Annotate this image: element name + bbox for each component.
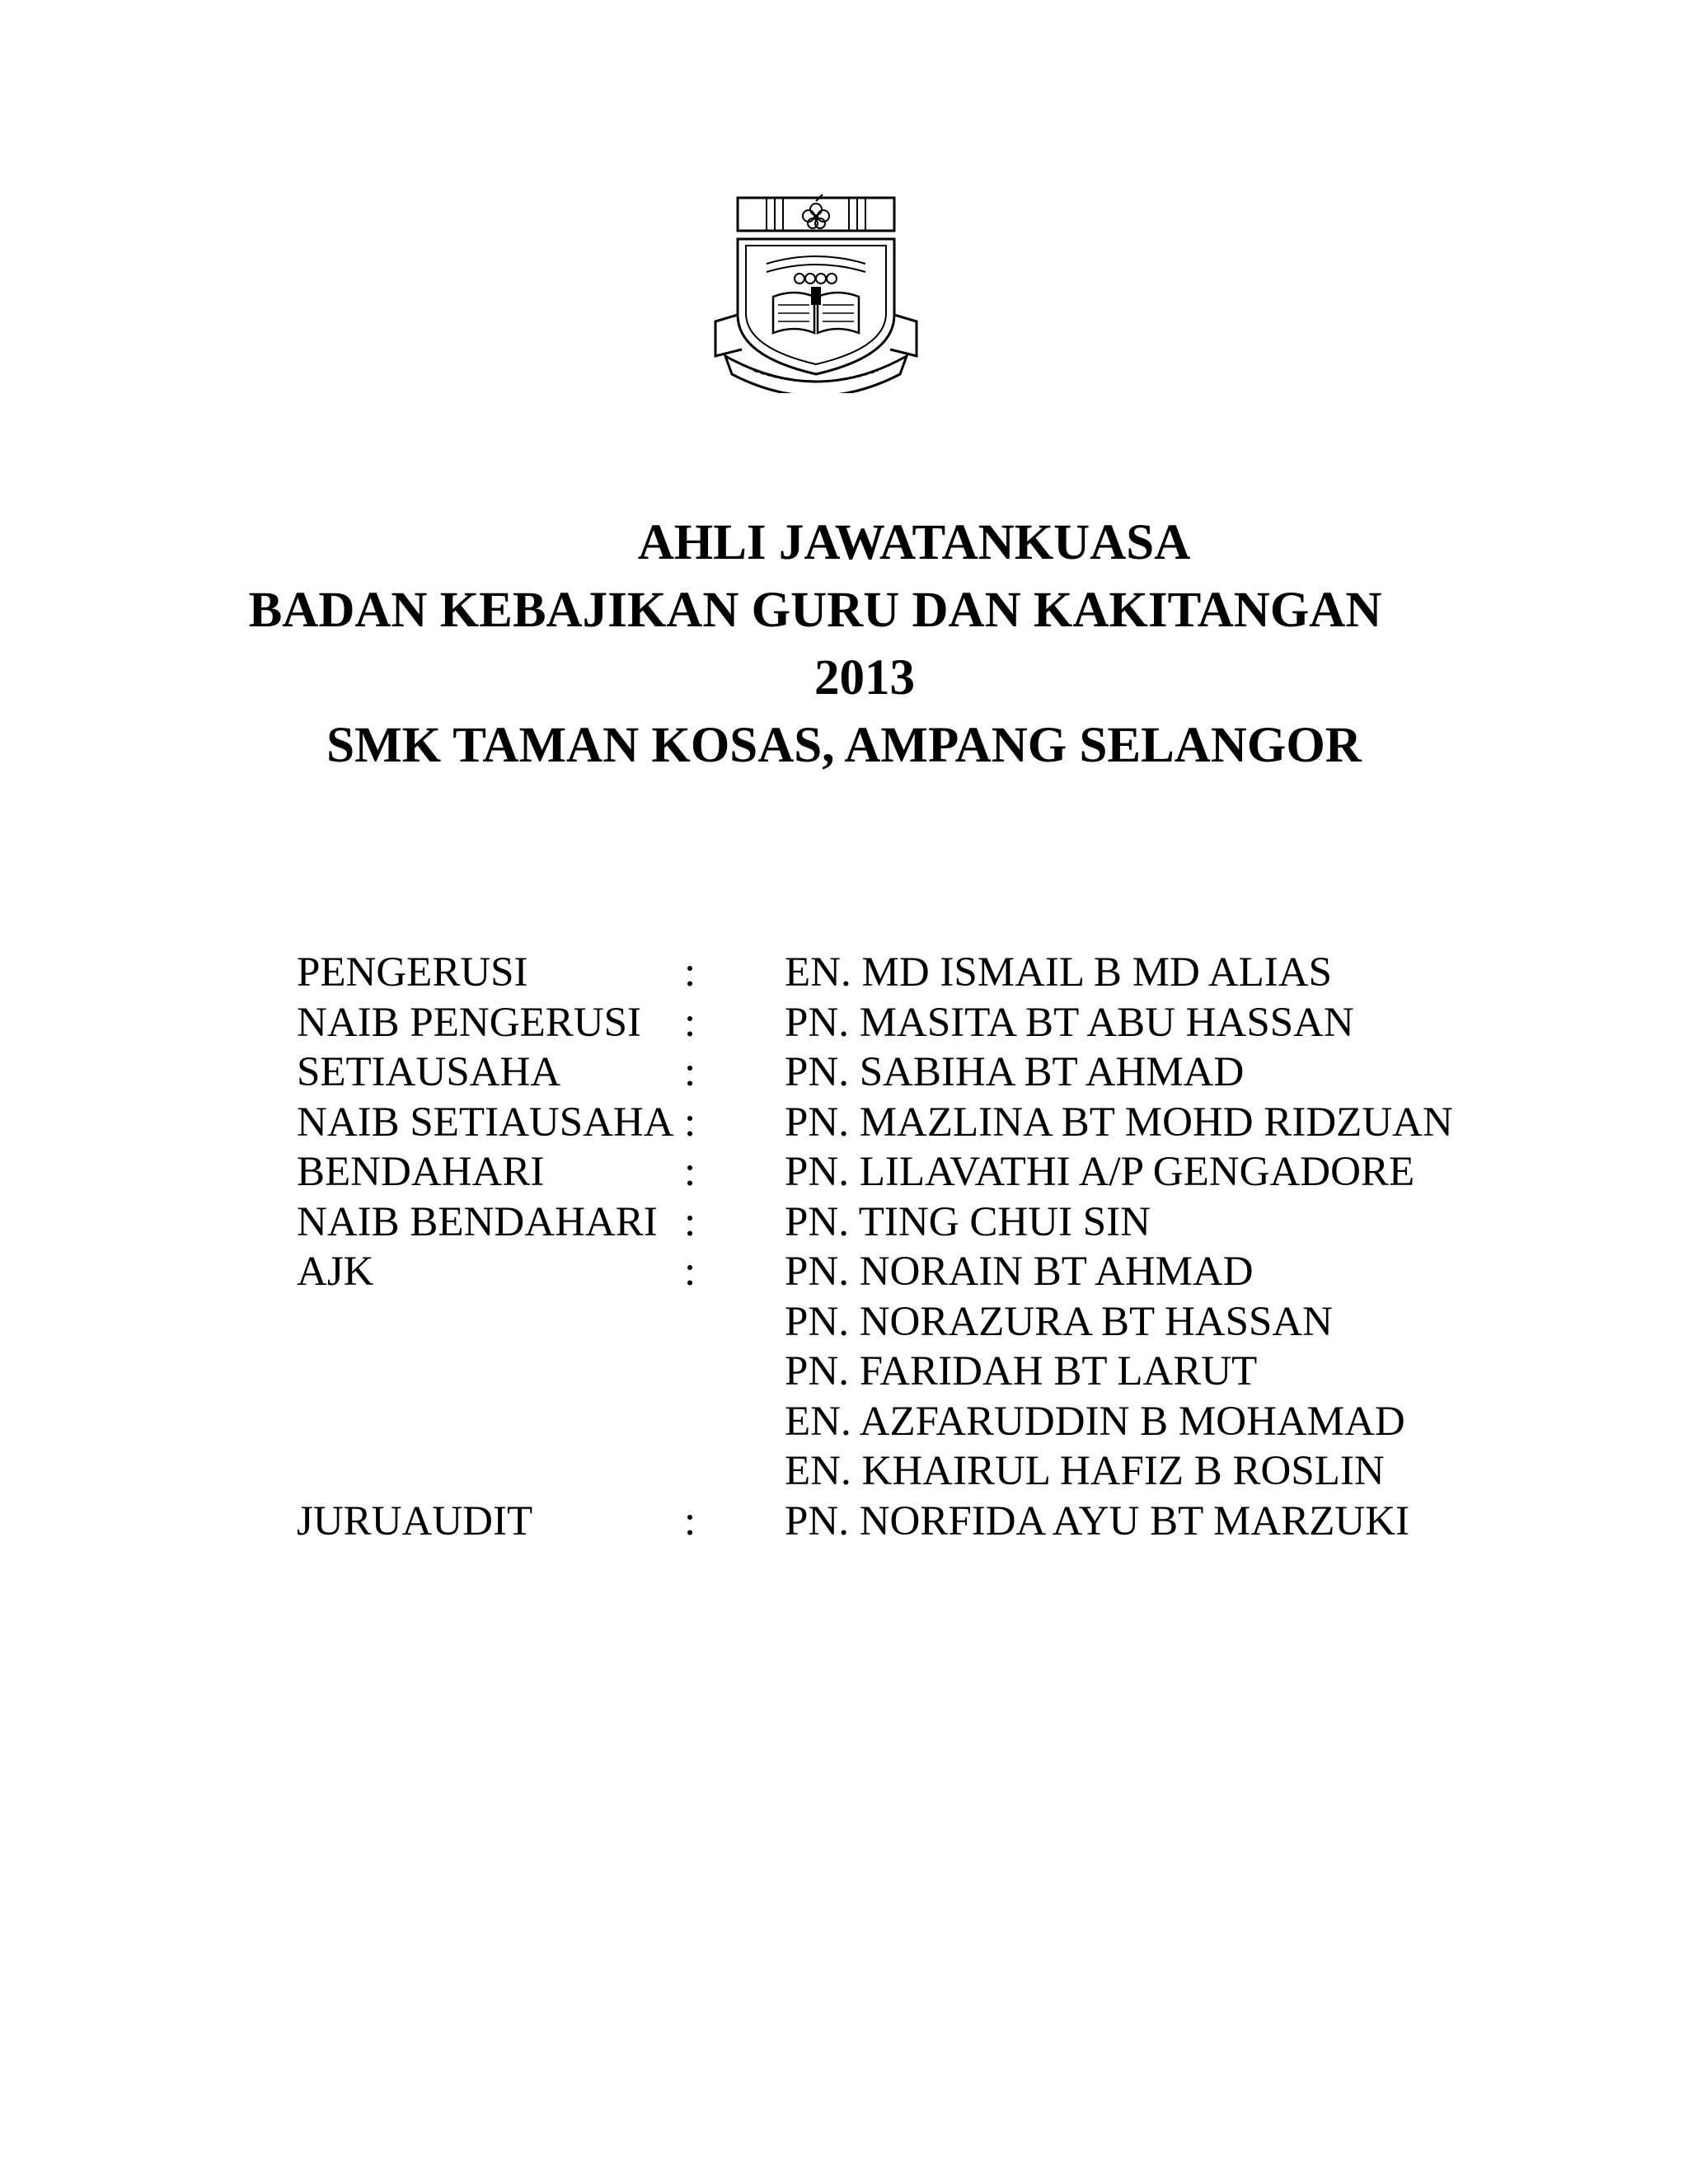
roster-separator: : — [684, 1198, 696, 1245]
roster-row — [297, 998, 1582, 1048]
roster-separator: : — [684, 1049, 696, 1095]
roster-row — [297, 1047, 1582, 1098]
roster-position: NAIB PENGERUSI — [297, 999, 641, 1046]
school-crest-icon — [709, 191, 923, 393]
roster-member-name: PN. NORAZURA BT HASSAN — [785, 1298, 1334, 1345]
roster-member-name: EN. KHAIRUL HAFIZ B ROSLIN — [785, 1448, 1385, 1494]
roster-row — [297, 1397, 1582, 1447]
roster-member-name: PN. NORFIDA AYU BT MARZUKI — [785, 1497, 1410, 1544]
roster-row — [297, 1147, 1582, 1197]
roster-row — [297, 1247, 1582, 1297]
committee-roster — [297, 948, 1582, 1546]
roster-member-name: PN. MAZLINA BT MOHD RIDZUAN — [785, 1099, 1453, 1146]
roster-member-name: PN. LILAVATHI A/P GENGADORE — [785, 1149, 1415, 1195]
document-title — [0, 509, 1688, 780]
roster-row — [297, 1098, 1582, 1148]
roster-position: BENDAHARI — [297, 1149, 545, 1195]
roster-position: SETIAUSAHA — [297, 1049, 561, 1095]
roster-separator: : — [684, 1149, 696, 1195]
roster-row — [297, 1497, 1582, 1547]
roster-member-name: EN. MD ISMAIL B MD ALIAS — [785, 949, 1332, 996]
roster-position: NAIB BENDAHARI — [297, 1198, 658, 1245]
roster-separator: : — [684, 949, 696, 996]
title-line-organization: BADAN KEBAJIKAN GURU DAN KAKITANGAN — [248, 583, 1382, 638]
roster-separator: : — [684, 1099, 696, 1146]
roster-position: PENGERUSI — [297, 949, 528, 996]
title-line-year: 2013 — [814, 650, 915, 705]
title-line-committee: AHLI JAWATANKUASA — [637, 515, 1191, 570]
roster-member-name: PN. MASITA BT ABU HASSAN — [785, 999, 1354, 1046]
roster-position: AJK — [297, 1249, 374, 1295]
roster-member-name: EN. AZFARUDDIN B MOHAMAD — [785, 1398, 1405, 1445]
roster-row — [297, 1297, 1582, 1347]
roster-separator: : — [684, 1497, 696, 1544]
title-line-school: SMK TAMAN KOSAS, AMPANG SELANGOR — [326, 718, 1362, 773]
roster-separator: : — [684, 1249, 696, 1295]
roster-row — [297, 1197, 1582, 1248]
roster-separator: : — [684, 999, 696, 1046]
roster-member-name: PN. NORAIN BT AHMAD — [785, 1249, 1254, 1295]
roster-row — [297, 1347, 1582, 1397]
roster-member-name: PN. SABIHA BT AHMAD — [785, 1049, 1245, 1095]
roster-row — [297, 1446, 1582, 1497]
roster-member-name: PN. FARIDAH BT LARUT — [785, 1348, 1258, 1394]
roster-member-name: PN. TING CHUI SIN — [785, 1198, 1151, 1245]
roster-position: NAIB SETIAUSAHA — [297, 1099, 674, 1146]
roster-row — [297, 948, 1582, 998]
roster-position: JURUAUDIT — [297, 1497, 533, 1544]
